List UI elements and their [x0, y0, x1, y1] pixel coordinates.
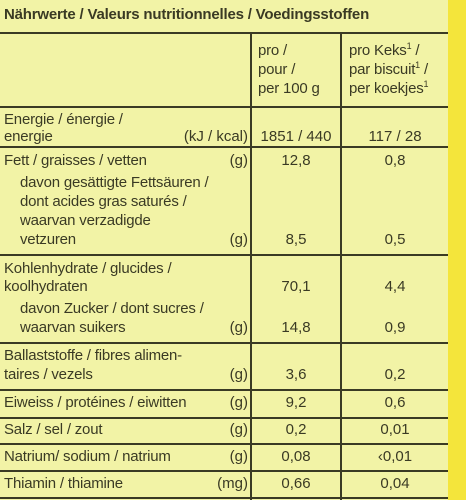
- row-label: Thiamin / thiamine: [4, 475, 123, 492]
- value-per-100g: 8,5: [285, 231, 307, 248]
- row-label: koolhydraten: [4, 278, 88, 295]
- package-edge: [448, 0, 466, 500]
- value-per-biscuit: 0,04: [380, 475, 410, 492]
- value-per-biscuit: ‹0,01: [377, 448, 413, 465]
- table-title: Nährwerte / Valeurs nutritionnelles / Voedingsstoffen: [4, 6, 370, 23]
- value-per-100g: 3,6: [285, 366, 307, 383]
- col1-header-line: pour /: [258, 61, 296, 78]
- row-unit: (g): [229, 152, 248, 169]
- value-per-100g: 14,8: [281, 319, 311, 336]
- col2-header-line: pro Keks$^1$ /: [349, 41, 420, 59]
- divider: [0, 254, 448, 256]
- col2-header-line: par biscuit$^1$ /: [349, 60, 428, 78]
- row-unit: (kJ / kcal): [183, 128, 248, 145]
- row-label: waarvan verzadigde: [20, 212, 151, 229]
- col2-header-line: per koekjes$^1$: [349, 79, 429, 97]
- row-label: davon Zucker / dont sucres /: [20, 300, 204, 317]
- value-per-biscuit: 0,8: [384, 152, 406, 169]
- row-unit: (g): [229, 421, 248, 438]
- divider: [0, 32, 448, 34]
- row-label: Energie / énergie /: [4, 111, 123, 128]
- row-unit: (g): [229, 231, 248, 248]
- value-per-100g: 9,2: [285, 394, 307, 411]
- value-per-biscuit: 0,5: [384, 231, 406, 248]
- value-per-100g: 0,2: [285, 421, 307, 438]
- row-label: taires / vezels: [4, 366, 93, 383]
- divider: [0, 497, 448, 499]
- row-unit: (g): [229, 394, 248, 411]
- col1-header-line: per 100 g: [258, 80, 320, 97]
- divider: [0, 470, 448, 472]
- divider: [0, 389, 448, 391]
- col1-header-line: pro /: [258, 42, 288, 59]
- value-per-biscuit: 0,6: [384, 394, 406, 411]
- row-unit: (g): [229, 366, 248, 383]
- value-per-100g: 70,1: [281, 278, 311, 295]
- value-per-biscuit: 117 / 28: [368, 128, 422, 145]
- row-unit: (mg): [217, 475, 248, 492]
- row-label: davon gesättigte Fettsäuren /: [20, 174, 209, 191]
- value-per-100g: 0,66: [281, 475, 311, 492]
- value-per-biscuit: 4,4: [384, 278, 406, 295]
- value-per-100g: 1851 / 440: [260, 128, 332, 145]
- row-label: energie: [4, 128, 53, 145]
- row-label: Kohlenhydrate / glucides /: [4, 260, 172, 277]
- value-per-100g: 12,8: [281, 152, 311, 169]
- divider: [0, 146, 448, 148]
- value-per-biscuit: 0,9: [384, 319, 406, 336]
- row-label: Salz / sel / zout: [4, 421, 103, 438]
- divider: [0, 443, 448, 445]
- value-per-biscuit: 0,01: [380, 421, 410, 438]
- row-label: Fett / graisses / vetten: [4, 152, 147, 169]
- row-label: waarvan suikers: [20, 319, 126, 336]
- value-per-100g: 0,08: [281, 448, 311, 465]
- row-unit: (g): [229, 448, 248, 465]
- divider: [0, 417, 448, 419]
- divider: [0, 106, 448, 108]
- row-label: Natrium/ sodium / natrium: [4, 448, 171, 465]
- divider: [0, 342, 448, 344]
- row-unit: (g): [229, 319, 248, 336]
- row-label: dont acides gras saturés /: [20, 193, 187, 210]
- row-label: Eiweiss / protéines / eiwitten: [4, 394, 187, 411]
- row-label: vetzuren: [20, 231, 76, 248]
- value-per-biscuit: 0,2: [384, 366, 406, 383]
- row-label: Ballaststoffe / fibres alimen-: [4, 347, 182, 364]
